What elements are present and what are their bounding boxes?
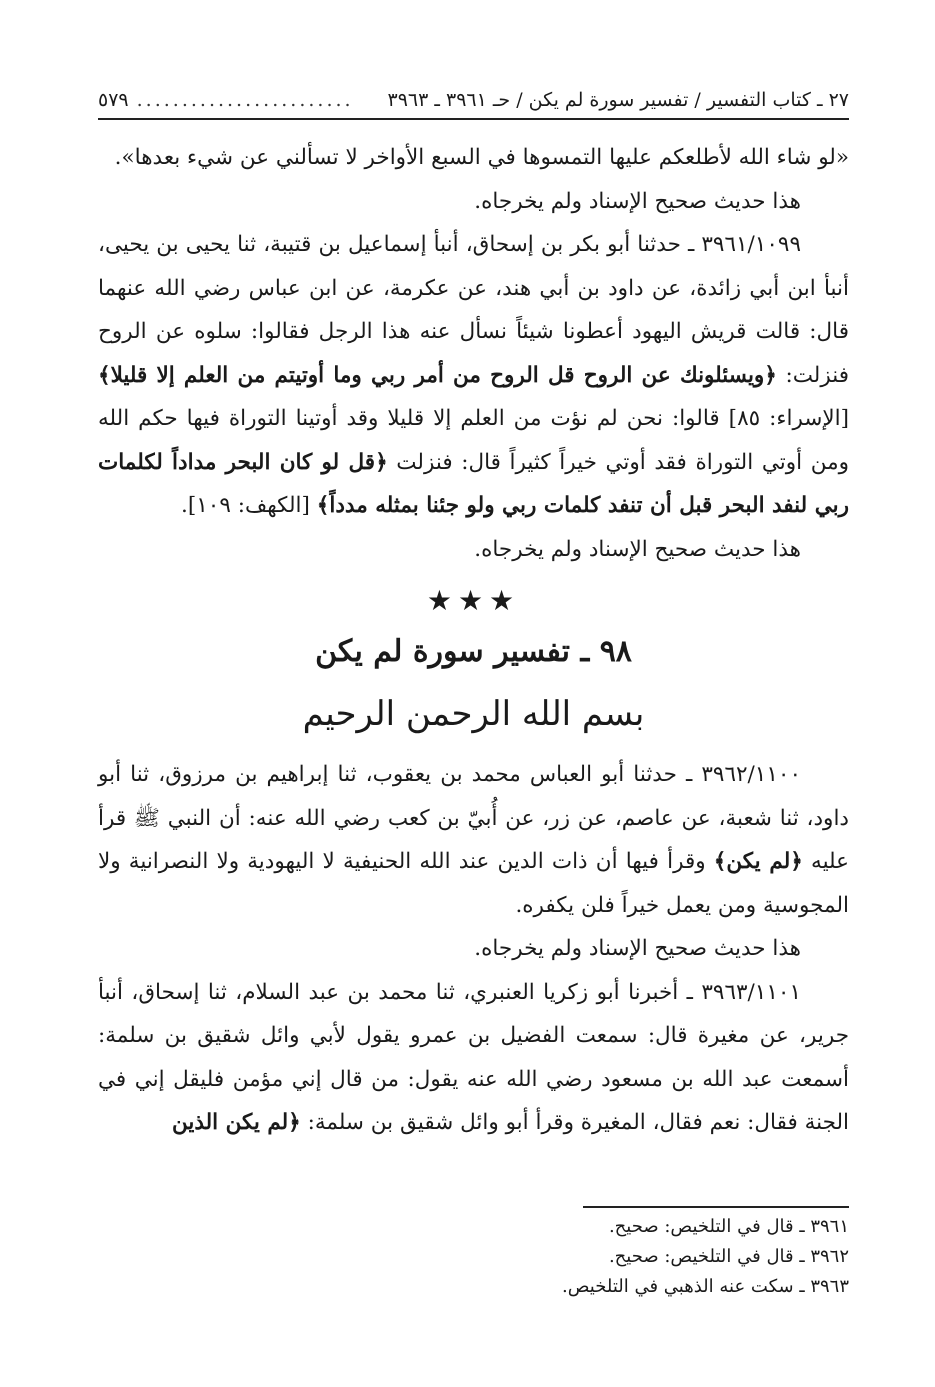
page-number: ٥٧٩ <box>98 89 129 111</box>
verse-reference: [الإسراء: ٨٥] قالوا: نحن لم نؤت من العلم إلا قليلا وقد أوتينا التوراة فيها حكم الله ومن أوتي التوراة فقد أوتي خيراً كثيراً قال: فنزلت <box>98 406 850 475</box>
section-divider-stars: ★★★ <box>426 584 521 617</box>
hadith-text: ٣٩٦٣/١١٠١ ـ أخبرنا أبو زكريا العنبري، ثنا محمد بن عبد السلام، ثنا إسحاق، أنبأ جرير، عن مغيرة قال: سمعت الفضيل بن عمرو يقول لأبي وائل شقيق بن سلمة: أسمعت عبد الله بن مسعود رضي الله عنه يقول: من قال إني مؤمن فليقل إني في الجنة فقال: نعم فقال، المغيرة وقرأ أبو وائل شقيق بن سلمة: <box>98 979 849 1135</box>
hadith-text: ٣٩٦٢/١١٠٠ ـ حدثنا أبو العباس محمد بن يعقوب، ثنا إبراهيم بن مرزوق، ثنا أبو داود، ثنا شعبة، عن عاصم، عن زر، عن أُبيّ بن كعب رضي الله عنه: أن النبي ﷺ قرأ عليه <box>98 762 850 874</box>
hadith-3963 <box>98 971 849 1145</box>
page-body <box>98 136 849 1145</box>
hadith-3961 <box>98 223 849 528</box>
quran-verse: ﴿لم يكن﴾ <box>713 849 803 874</box>
section-title: ٩٨ ـ تفسير سورة لم يكن <box>315 634 632 669</box>
hadith-continuation: «لو شاء الله لأطلعكم عليها التمسوها في السبع الأواخر لا تسألني عن شيء بعدها». <box>114 145 849 170</box>
header-title: ٢٧ ـ كتاب التفسير / تفسير سورة لم يكن / حـ ٣٩٦١ ـ ٣٩٦٣ <box>387 89 849 111</box>
grading-line: هذا حديث صحيح الإسناد ولم يخرجاه. <box>474 536 801 562</box>
quran-verse: ﴿قل لو كان البحر مداداً لكلمات ربي لنفد البحر قبل أن تنفد كلمات ربي ولو جئنا بمثله مدداً﴾ <box>98 449 849 518</box>
footnote-rule <box>583 1206 849 1208</box>
grading-line: هذا حديث صحيح الإسناد ولم يخرجاه. <box>474 188 801 214</box>
basmala: بسم الله الرحمن الرحيم <box>302 694 645 734</box>
footnote-3962: ٣٩٦٢ ـ قال في التلخيص: صحيح. <box>608 1246 849 1267</box>
quran-verse: ﴿ويسئلونك عن الروح قل الروح من أمر ربي وما أوتيتم من العلم إلا قليلا﴾ <box>98 362 777 388</box>
hadith-text: ٣٩٦١/١٠٩٩ ـ حدثنا أبو بكر بن إسحاق، أنبأ إسماعيل بن قتيبة، ثنا يحيى بن يحيى، أنبأ ابن أبي زائدة، عن داود بن أبي هند، عن عكرمة، عن ابن عباس رضي الله عنهما قال: قالت قريش اليهود أعطونا شيئاً نسأل عنه هذا الرجل فقالوا: سلوه عن الروح فنزلت: <box>98 232 849 388</box>
running-header <box>98 82 849 120</box>
header-leader-dots: ........................ <box>136 89 354 111</box>
verse-reference: [الكهف: ١٠٩]. <box>181 493 317 518</box>
hadith-3962 <box>98 753 849 927</box>
hadith-text: وقرأ فيها أن ذات الدين عند الله الحنيفية لا اليهودية ولا النصرانية ولا المجوسية ومن يعمل خيراً فلن يكفره. <box>98 849 849 918</box>
footnote-3961: ٣٩٦١ ـ قال في التلخيص: صحيح. <box>608 1216 849 1237</box>
footnotes <box>349 1212 849 1302</box>
grading-line: هذا حديث صحيح الإسناد ولم يخرجاه. <box>474 936 801 961</box>
footnote-3963: ٣٩٦٣ ـ سكت عنه الذهبي في التلخيص. <box>562 1276 849 1297</box>
quran-verse: ﴿لم يكن الذين <box>171 1110 301 1135</box>
